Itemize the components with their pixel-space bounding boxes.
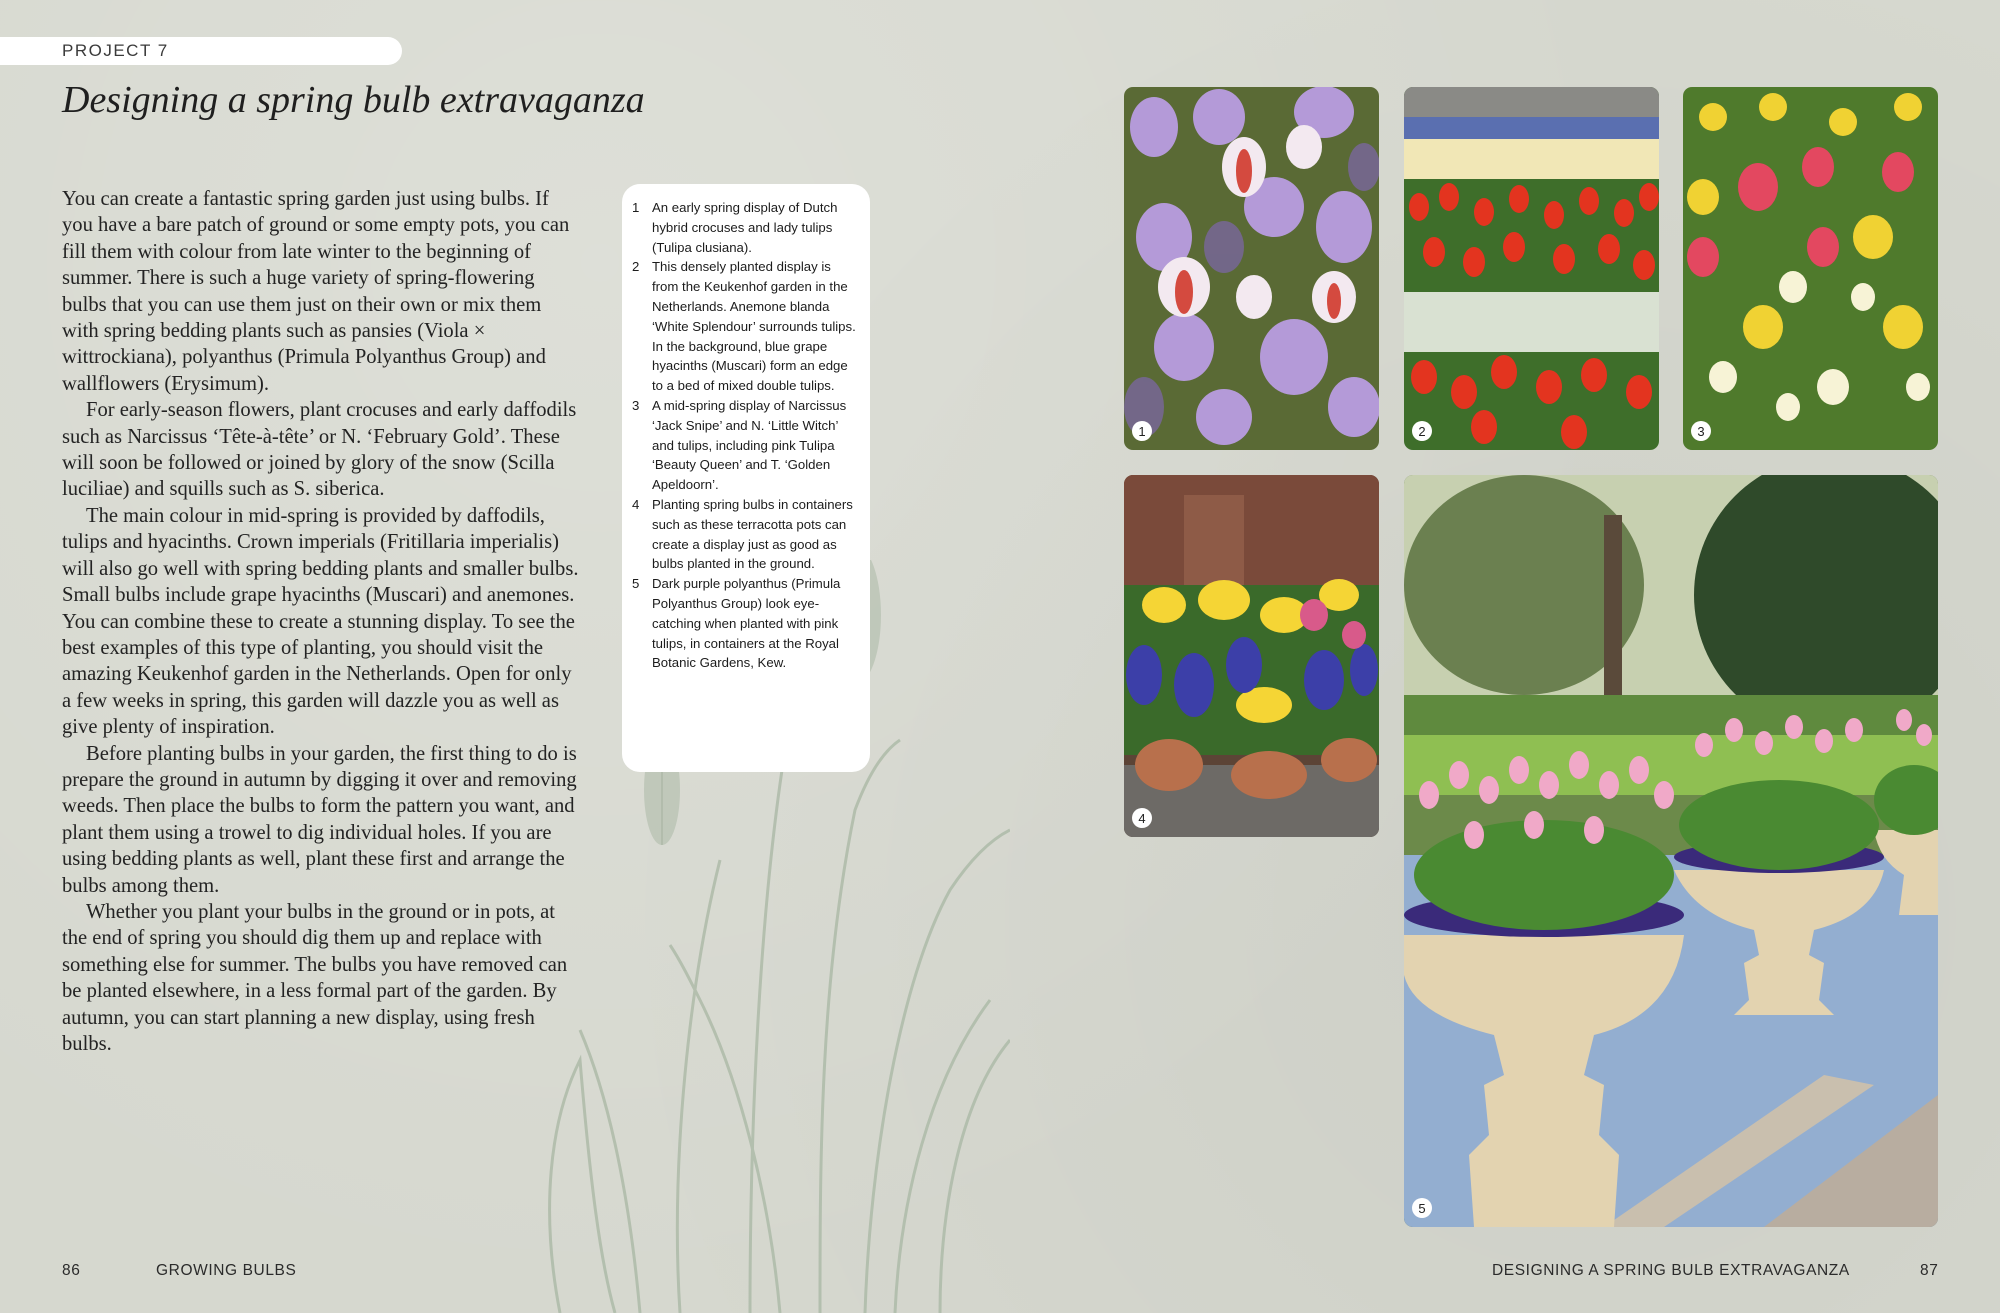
right-running-head: DESIGNING A SPRING BULB EXTRAVAGANZA bbox=[1492, 1262, 1850, 1279]
left-page-number: 86 bbox=[62, 1262, 81, 1279]
caption-item bbox=[632, 574, 860, 673]
caption-text: A mid-spring display of Narcissus ‘Jack Snipe’ and N. ‘Little Witch’ and tulips, including pink Tulipa ‘Beauty Queen’ and T. ‘Golden Apeldoorn’. bbox=[652, 397, 847, 493]
caption-number: 3 bbox=[632, 397, 640, 413]
body-paragraph: Whether you plant your bulbs in the ground or in pots, at the end of spring you should dig them up and replace with something else for summer. The bulbs you have removed can be planted elsewhere, in a less formal part of the garden. By autumn, you can start planning a new display, using fresh bulbs. bbox=[62, 900, 568, 1055]
caption-box bbox=[622, 184, 870, 772]
photo-badge: 5 bbox=[1412, 1198, 1432, 1218]
body-text bbox=[62, 186, 582, 1057]
caption-text: An early spring display of Dutch hybrid crocuses and lady tulips (Tulipa clusiana). bbox=[652, 200, 838, 255]
caption-number: 1 bbox=[632, 200, 640, 215]
body-paragraph: Before planting bulbs in your garden, the first thing to do is prepare the ground in autumn by digging it over and removing weeds. Then place the bulbs to form the pattern you want, and plant them using a trowel to dig individual holes. If you are using bedding plants as well, plant these first and arrange the bulbs among them. bbox=[62, 742, 577, 897]
caption-item bbox=[632, 198, 860, 257]
body-paragraph: You can create a fantastic spring garden just using bulbs. If you have a bare patch of ground or some empty pots, you can fill them with colour from late winter to the beginning of summer. There is such a huge variety of spring-flowering bulbs that you can use them just on their own or mix them with spring bedding plants such as pansies (Viola × wittrockiana), polyanthus (Primula Polyanthus Group) and wallflowers (Erysimum). bbox=[62, 188, 570, 395]
caption-number: 5 bbox=[632, 576, 640, 592]
caption-text: Planting spring bulbs in containers such as these terracotta pots can create a display just as good as bulbs planted in the ground. bbox=[652, 496, 853, 572]
caption-text: Dark purple polyanthus (Primula Polyanthus Group) look eye-catching when planted with pink tulips, in containers at the Royal Botanic Gardens, Kew. bbox=[652, 576, 841, 671]
photo-badge: 2 bbox=[1412, 421, 1432, 441]
caption-item bbox=[632, 396, 860, 495]
photo-badge: 1 bbox=[1132, 421, 1152, 441]
project-label-tab bbox=[0, 37, 402, 65]
body-paragraph: The main colour in mid-spring is provided by daffodils, tulips and hyacinths. Crown imperials (Fritillaria imperialis) will also go well with spring bedding plants and smaller bulbs. Small bulbs include grape hyacinths (Muscari) and anemones. You can combine these to create a stunning display. To see the best examples of this type of planting, you should visit the amazing Keukenhof garden in the Netherlands. Open for only a few weeks in spring, this garden will dazzle you as well as give plenty of inspiration. bbox=[62, 504, 579, 739]
photo-keukenhof-tulips bbox=[1404, 87, 1659, 450]
caption-number: 4 bbox=[632, 496, 640, 512]
photo-terracotta-pots bbox=[1124, 475, 1379, 837]
photo-badge: 3 bbox=[1691, 421, 1711, 441]
right-page-number: 87 bbox=[1920, 1262, 1939, 1279]
photo-crocuses bbox=[1124, 87, 1379, 450]
caption-number: 2 bbox=[632, 259, 640, 275]
page-title: Designing a spring bulb extravaganza bbox=[62, 79, 645, 121]
caption-text: This densely planted display is from the Keukenhof garden in the Netherlands. Anemone blanda ‘White Splendour’ surrounds tulips. In the background, blue grape hyacinths (Muscari) form an edge to a bed of mixed double tulips. bbox=[652, 259, 856, 394]
photo-badge: 4 bbox=[1132, 808, 1152, 828]
caption-item bbox=[632, 495, 860, 574]
project-label: PROJECT 7 bbox=[62, 41, 169, 60]
photo-kew-urns bbox=[1404, 475, 1938, 1227]
caption-item bbox=[632, 257, 860, 396]
body-paragraph: For early-season flowers, plant crocuses and early daffodils such as Narcissus ‘Tête-à-tête’ or N. ‘February Gold’. These will soon be followed or joined by glory of the snow (Scilla luciliae) and squills such as S. siberica. bbox=[62, 399, 577, 501]
left-running-head: GROWING BULBS bbox=[156, 1262, 297, 1279]
photo-narcissus-tulips bbox=[1683, 87, 1938, 450]
